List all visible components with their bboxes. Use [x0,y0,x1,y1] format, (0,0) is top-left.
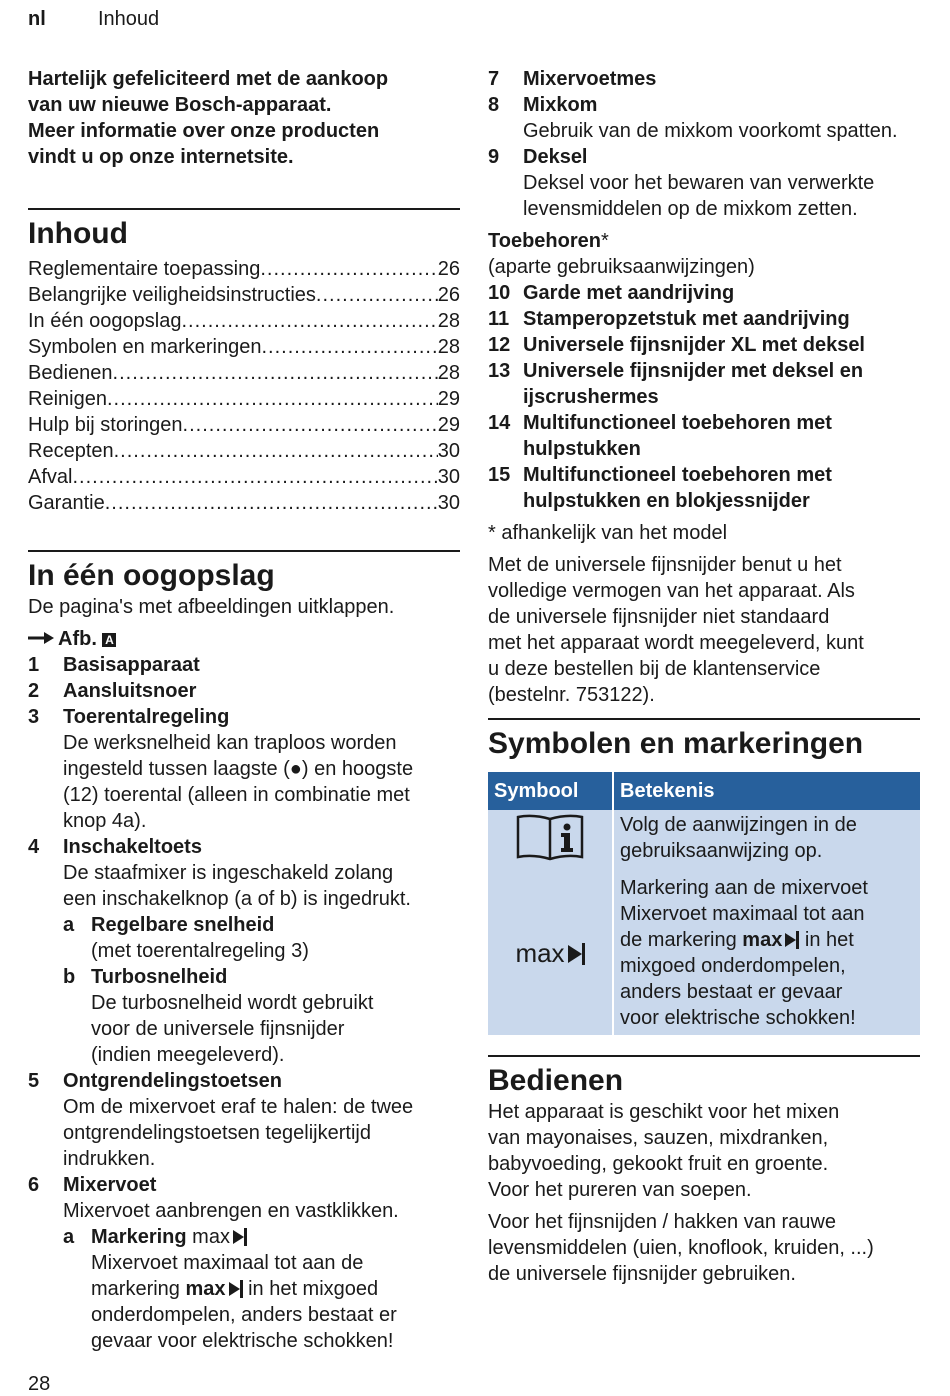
intro-text: Hartelijk gefeliciteerd met de aankoop van uw nieuwe Bosch-apparaat. Meer informatie over onze producten vindt u op onze internetsite. [28,68,389,168]
figure-letter-badge: A [102,633,116,647]
symbols-table [486,772,922,1035]
list-item: 5 Ontgrendelingstoetsen Om de mixervoet eraf te halen: de twee ontgrendelingstoetsen tegelijkertijd indrukken. [28,1070,414,1170]
sub-item: a Regelbare snelheid (met toerentalregeling 3) [63,914,309,962]
toc-item[interactable]: In één oogopslag ..... 28 [28,308,460,334]
overview-title: In één oogopslag [28,559,275,592]
toc-item[interactable]: Symbolen en markeringen ..... 28 [28,334,460,360]
toc-item[interactable]: Garantie ..... 30 [28,490,460,516]
list-item: 12 Universele fijnsnijder XL met deksel [488,334,865,356]
toc-item[interactable]: Reinigen ..... 29 [28,386,460,412]
list-item: 15 Multifunctioneel toebehoren met hulpstukken en blokjessnijder [488,464,832,512]
divider [488,718,920,720]
language-code: nl [28,8,46,30]
toc-item[interactable]: Belangrijke veiligheidsinstructies ..... 26 [28,282,460,308]
divider [28,208,460,210]
toc-item[interactable]: Afval ..... 30 [28,464,460,490]
divider [28,550,460,552]
list-item: 11 Stamperopzetstuk met aandrijving [488,308,850,330]
table-of-contents [28,256,460,516]
max-arrow-icon [233,1230,244,1244]
accessories-heading: Toebehoren* [488,230,609,252]
list-item: 3 Toerentalregeling De werksnelheid kan traploos worden ingesteld tussen laagste (●) en hoogste (12) toerental (alleen in combinatie met knop 4a). [28,706,414,832]
book-info-icon [515,812,585,862]
operate-paragraph-2: Voor het fijnsnijden / hakken van rauwe levensmiddelen (uien, knoflook, kruiden, ...) de universele fijnsnijder gebruiken. [488,1211,874,1285]
left-column [28,66,460,1354]
table-header-symbol: Symbool [488,772,612,810]
toc-item[interactable]: Recepten ..... 30 [28,438,460,464]
sub-item: b Turbosnelheid De turbosnelheid wordt gebruikt voor de universele fijnsnijder (indien meegeleverd). [63,966,374,1066]
list-item: 7 Mixervoetmes [488,68,657,90]
arrow-right-icon [28,626,58,652]
toc-item[interactable]: Bedienen ..... 28 [28,360,460,386]
list-item: 2 Aansluitsnoer [28,680,197,702]
table-header-meaning: Betekenis [614,772,920,810]
symbols-title: Symbolen en markeringen [488,727,864,760]
list-item: 10 Garde met aandrijving [488,282,735,304]
list-item: 14 Multifunctioneel toebehoren met hulpstukken [488,412,832,460]
max-arrow-icon [785,933,796,947]
list-item: 4 Inschakeltoets De staafmixer is ingeschakeld zolang een inschakelknop (a of b) is ingedrukt. [28,836,411,910]
toc-item[interactable]: Hulp bij storingen ..... 29 [28,412,460,438]
list-item: 13 Universele fijnsnijder met deksel en ijscrushermes [488,360,864,408]
right-column: 7 Mixervoetmes 8 Mixkom Gebruik van de mixkom voorkomt spatten. 9 Deksel Deksel voor het bewaren van verwerkte levensmiddelen op de mixkom zetten. Toebehoren* (aparte gebruiksaanwijzingen) 10 Garde met aandrijving 11 Stamperopzetstuk met aandrijving 12 Universele fijnsnijder XL met deksel 13 Universele fijnsnijder met deksel en ijscrushermes 14 Multifunctioneel toebehoren met hulpstukken 15 Multifunctioneel toebehoren met hulpstukken en blokjessnijder * afhankelijk van het model Met de universele fijnsnijder benut u het volledige vermogen van het apparaat. Als de universele fijnsnijder niet standaard met het apparaat wordt meegeleverd, kunt u deze bestellen bij de klantenservice (bestelnr. 753122). Symbolen en markeringen Symbool Betekenis Volg de aanwijzingen in de gebruiksaanwijzing op. max Markering aan de mixervoet Mixervoet maximaal tot aan de markering max in het mixgoed onderdompelen, anders bestaat er gevaar voor elektrische schokken! Bedienen Het apparaat is geschikt voor het mixen van mayonaises, sauzen, mixdranken, babyvoeding, gekookt fruit en groente. Voor het pureren van soepen. Voor het fijnsnijden / hakken van rauwe levensmiddelen (uien, knoflook, kruiden, ...) de universele fijnsnijder gebruiken. [488,66,920,1287]
toc-item[interactable]: Reglementaire toepassing ..... 26 [28,256,460,282]
page-header [28,8,160,31]
list-item: 1 Basisapparaat [28,654,200,676]
sub-item: a Markering max Mixervoet maximaal tot aan de markering max in het mixgoed onderdompelen, anders bestaat er gevaar voor elektrische schokken! [63,1226,397,1352]
list-item: 9 Deksel Deksel voor het bewaren van verwerkte levensmiddelen op de mixkom zetten. [488,146,875,220]
page-number: 28 [28,1373,51,1395]
operate-title: Bedienen [488,1064,624,1097]
accessories-paragraph: Met de universele fijnsnijder benut u het volledige vermogen van het apparaat. Als de universele fijnsnijder niet standaard met het apparaat wordt meegeleverd, kunt u deze bestellen bij de klantenservice (bestelnr. 753122). [488,554,864,706]
figure-ref: Afb. A [28,626,460,652]
overview-subtitle: De pagina's met afbeeldingen uitklappen. [28,596,395,618]
operate-paragraph-1: Het apparaat is geschikt voor het mixen van mayonaises, sauzen, mixdranken, babyvoeding, gekookt fruit en groente. Voor het pureren van soepen. [488,1101,840,1201]
list-item: 8 Mixkom Gebruik van de mixkom voorkomt spatten. [488,94,898,142]
table-row: Volg de aanwijzingen in de gebruiksaanwijzing op. [488,810,920,873]
table-row: max Markering aan de mixervoet Mixervoet maximaal tot aan de markering max in het mixgoed onderdompelen, anders bestaat er gevaar voor elektrische schokken! [488,873,920,1035]
section-name: Inhoud [98,8,160,30]
footnote: * afhankelijk van het model [488,522,728,544]
max-arrow-icon [229,1282,240,1296]
max-arrow-icon [568,945,582,963]
list-item: 6 Mixervoet Mixervoet aanbrengen en vastklikken. [28,1174,399,1222]
toc-title: Inhoud [28,217,128,250]
divider [488,1055,920,1057]
max-symbol: max [515,938,565,968]
